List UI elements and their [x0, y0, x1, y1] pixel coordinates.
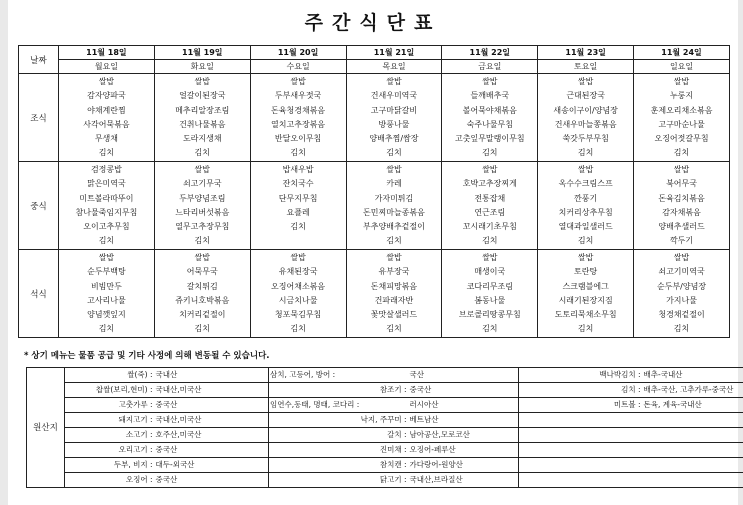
- menu-item: 밥새우밥: [282, 165, 314, 174]
- origin-item-name: 갈치 :: [269, 428, 409, 443]
- origin-item-value: [643, 443, 743, 458]
- origin-item-value: 오징어-페루산: [409, 443, 519, 458]
- menu-item: 볼어묵야채볶음: [462, 105, 517, 115]
- origin-item-name: 소고기 :: [65, 428, 155, 443]
- page-title: 주간식단표: [304, 12, 442, 34]
- menu-item: 메추리알장조림: [175, 105, 230, 115]
- origin-item-value: 가다랑어-원양산: [409, 458, 519, 473]
- date-row: [19, 46, 730, 60]
- menu-item: 깐풍기: [574, 193, 598, 203]
- menu-item: 돈채피망볶음: [370, 281, 418, 291]
- dinner-cell-3: [346, 250, 442, 338]
- origin-item-value: 돈육, 계육-국내산: [643, 398, 743, 413]
- menu-item: 쌀밥: [482, 77, 498, 86]
- menu-item: 건새우미역국: [370, 91, 418, 101]
- origin-item-value: 배추-국내산: [643, 368, 743, 383]
- origin-item-name: 찹쌀(보리,현미) :: [65, 383, 155, 398]
- menu-item: 김치: [577, 324, 594, 334]
- weekday-cell-6: 일요일: [634, 60, 730, 74]
- menu-item: 들깨배추국: [470, 91, 510, 101]
- origin-row: [27, 443, 743, 458]
- breakfast-cell-5: [538, 74, 634, 162]
- origin-item-name: 오리고기 :: [65, 443, 155, 458]
- menu-item: 무생채: [94, 134, 119, 144]
- breakfast-row: [19, 74, 730, 162]
- origin-item-value: [643, 428, 743, 443]
- menu-item: 김치: [194, 148, 210, 158]
- lunch-row-header: 중식: [19, 162, 59, 250]
- menu-item: 양배추샐러드: [658, 222, 705, 232]
- menu-item: 쌀밥: [577, 253, 594, 262]
- menu-item: 김치: [194, 324, 210, 334]
- origin-item-name: 오징어 :: [65, 473, 155, 488]
- menu-item: 방풍나물: [378, 119, 410, 129]
- menu-item: 고춧잎무말랭이무침: [455, 134, 525, 144]
- origin-item-value: 배추-국산, 고추가루-중국산: [643, 383, 743, 398]
- menu-item: 오이고추무침: [83, 222, 130, 232]
- menu-item: 북어무국: [666, 179, 697, 189]
- menu-item: 부추양배추겉절이: [363, 222, 425, 232]
- menu-item: 건새우마늘쫑볶음: [554, 119, 617, 129]
- menu-item: 김치: [194, 236, 210, 246]
- origin-item-value: 중국산: [409, 383, 519, 398]
- menu-item: 코다리무조림: [466, 281, 513, 291]
- menu-item: 얼갈이된장국: [179, 91, 226, 101]
- origin-row: [27, 398, 743, 413]
- origin-item-name: 돼지고기 :: [65, 413, 155, 428]
- date-row-header: 날짜: [19, 46, 59, 74]
- menu-item: 김치: [577, 148, 594, 158]
- origin-row: [27, 458, 743, 473]
- menu-item: 양배추찜/쌈장: [369, 134, 419, 144]
- menu-item: 연근조림: [474, 207, 506, 217]
- menu-item: 잔치국수: [282, 179, 314, 189]
- dinner-row: [19, 250, 730, 338]
- origin-row: [27, 428, 743, 443]
- menu-item: 쌀밥: [386, 77, 402, 86]
- menu-item: 느타리버섯볶음: [175, 207, 230, 217]
- menu-item: 전통잡채: [474, 193, 506, 203]
- menu-item: 쌀밥: [98, 77, 115, 86]
- date-cell-1: 11월 19일: [154, 46, 250, 60]
- menu-item: 돈육청경채볶음: [271, 105, 326, 115]
- origin-item-value: [643, 458, 743, 473]
- breakfast-cell-2: [250, 74, 346, 162]
- menu-item: 김치: [482, 324, 498, 334]
- menu-item: 김치: [577, 236, 594, 246]
- menu-item: 쑥갓두부무침: [562, 134, 609, 144]
- origin-item-name: [519, 428, 643, 443]
- origin-item-value: 국내산,미국산: [155, 383, 269, 398]
- menu-item: 미트볼라따뚜이: [79, 193, 134, 203]
- menu-document: [8, 0, 738, 505]
- lunch-cell-5: [538, 162, 634, 250]
- lunch-cell-6: [634, 162, 730, 250]
- origin-label: 원산지: [27, 368, 65, 488]
- breakfast-cell-6: [634, 74, 730, 162]
- origin-table: [26, 367, 743, 488]
- lunch-cell-3: [346, 162, 442, 250]
- menu-item: 김치: [482, 236, 498, 246]
- menu-item: 꼬시래기초무침: [462, 222, 517, 232]
- menu-item: 반달오이무침: [274, 134, 322, 144]
- date-cell-0: 11월 18일: [59, 46, 155, 60]
- date-cell-2: 11월 20일: [250, 46, 346, 60]
- origin-row: [27, 383, 743, 398]
- menu-item: 쇠고기무국: [182, 179, 222, 189]
- menu-item: 쌀밥: [577, 77, 594, 86]
- breakfast-cell-3: [346, 74, 442, 162]
- weekday-cell-3: 목요일: [346, 60, 442, 74]
- weekday-cell-4: 금요일: [442, 60, 538, 74]
- menu-item: 청경채겉절이: [658, 310, 705, 320]
- origin-item-name: 쌀(죽) :: [65, 368, 155, 383]
- origin-item-name: 진미채 :: [269, 443, 409, 458]
- origin-row: [27, 368, 743, 383]
- menu-item: 김치: [98, 148, 115, 158]
- lunch-cell-1: [154, 162, 250, 250]
- menu-item: 돈육김치볶음: [658, 193, 705, 203]
- weekday-cell-5: 토요일: [538, 60, 634, 74]
- breakfast-cell-0: [59, 74, 155, 162]
- weekly-menu-table: [18, 45, 730, 338]
- menu-item: 건취나물볶음: [179, 119, 226, 129]
- date-cell-4: 11월 22일: [442, 46, 538, 60]
- menu-item: 호박고추장찌게: [462, 179, 517, 189]
- menu-item: 쌀밥: [194, 165, 210, 174]
- breakfast-cell-1: [154, 74, 250, 162]
- lunch-row: [19, 162, 730, 250]
- origin-item-value: [643, 413, 743, 428]
- menu-item: 도토리묵채소무침: [554, 310, 617, 320]
- menu-item: 김치: [386, 148, 402, 158]
- menu-item: 깍두기: [669, 236, 694, 246]
- dinner-row-header: 석식: [19, 250, 59, 338]
- menu-item: 가지나물: [666, 295, 697, 305]
- breakfast-cell-4: [442, 74, 538, 162]
- menu-item: 스크램블에그: [562, 281, 609, 291]
- menu-item: 쌀밥: [577, 165, 594, 174]
- menu-item: 옥수수크림스프: [558, 179, 613, 189]
- menu-item: 꽃맛살샐러드: [370, 310, 418, 320]
- menu-item: 비빔만두: [90, 281, 122, 291]
- menu-item: 치커리상추무침: [558, 207, 613, 217]
- menu-item: 쌀밥: [673, 165, 690, 174]
- menu-item: 쥬키니호박볶음: [175, 295, 230, 305]
- menu-item: 김치: [673, 324, 690, 334]
- origin-item-name: 고춧가루 :: [65, 398, 155, 413]
- menu-item: 쌀밥: [290, 253, 306, 262]
- dinner-cell-1: [154, 250, 250, 338]
- menu-item: 쌀밥: [482, 253, 498, 262]
- origin-item-value: [643, 473, 743, 488]
- menu-item: 브로콜리땅콩무침: [458, 310, 521, 320]
- origin-item-value: 중국산: [155, 473, 269, 488]
- menu-item: 오징어채소볶음: [271, 281, 326, 291]
- menu-item: 건파래자반: [374, 295, 414, 305]
- menu-item: 쌀밥: [673, 253, 690, 262]
- menu-item: 참나물죽임지무침: [75, 207, 138, 217]
- weekday-cell-1: 화요일: [154, 60, 250, 74]
- menu-item: 야채계란찜: [87, 105, 126, 115]
- origin-item-value: 국내산,미국산: [155, 413, 269, 428]
- menu-item: 쌀밥: [482, 165, 498, 174]
- menu-item: 김치: [386, 324, 402, 334]
- menu-item: 봄동나물: [474, 295, 506, 305]
- origin-item-name: 삼치, 고등어, 방어 :: [269, 368, 409, 383]
- menu-item: 근대된장국: [566, 91, 605, 101]
- menu-item: 청포묵김무침: [274, 310, 322, 320]
- menu-item: 맑은미역국: [87, 179, 126, 189]
- origin-item-name: 닭고기 :: [269, 473, 409, 488]
- lunch-cell-0: [59, 162, 155, 250]
- origin-item-value: 중국산: [155, 443, 269, 458]
- menu-item: 두부새우젓국: [274, 91, 322, 101]
- menu-item: 시금치나물: [278, 295, 318, 305]
- menu-item: 김치: [673, 148, 690, 158]
- menu-item: 유채된장국: [278, 267, 318, 277]
- origin-item-value: 호주산,미국산: [155, 428, 269, 443]
- origin-item-name: 참조기 :: [269, 383, 409, 398]
- menu-item: 순두부/양념장: [656, 281, 707, 291]
- origin-item-name: [519, 413, 643, 428]
- origin-item-name: [519, 443, 643, 458]
- menu-item: 훈제오리채소볶음: [650, 105, 713, 115]
- menu-item: 단무지무침: [278, 193, 318, 203]
- menu-item: 고사리나물: [87, 295, 126, 305]
- dinner-cell-6: [634, 250, 730, 338]
- menu-item: 쌀밥: [386, 165, 402, 174]
- dinner-cell-4: [442, 250, 538, 338]
- menu-item: 김치: [290, 324, 306, 334]
- menu-item: 숙주나물무침: [466, 119, 513, 129]
- menu-item: 매생이국: [474, 267, 506, 277]
- date-cell-6: 11월 24일: [634, 46, 730, 60]
- origin-item-value: 베트남산: [409, 413, 519, 428]
- origin-item-value: 중국산: [155, 398, 269, 413]
- origin-item-value: 국내산: [155, 368, 269, 383]
- menu-item: 열대과일샐러드: [558, 222, 613, 232]
- origin-item-value: 남아공산,모로코산: [409, 428, 519, 443]
- origin-item-name: 두부, 비지 :: [65, 458, 155, 473]
- menu-item: 쌀밥: [290, 77, 306, 86]
- origin-item-name: 미트볼 :: [519, 398, 643, 413]
- menu-item: 김치: [98, 324, 115, 334]
- origin-item-value: 국산: [409, 368, 519, 383]
- menu-item: 김치: [386, 236, 402, 246]
- breakfast-row-header: 조식: [19, 74, 59, 162]
- date-cell-5: 11월 23일: [538, 46, 634, 60]
- menu-item: 검정콩밥: [90, 165, 122, 174]
- menu-item: 쌀밥: [673, 77, 690, 86]
- menu-item: 새송이구이/양념장: [553, 105, 618, 115]
- menu-item: 요플레: [286, 207, 310, 217]
- origin-item-value: 대두-외국산: [155, 458, 269, 473]
- dinner-cell-2: [250, 250, 346, 338]
- origin-item-value: 국내산,브라질산: [409, 473, 519, 488]
- menu-item: 유부장국: [378, 267, 410, 277]
- menu-item: 도라지생채: [182, 134, 222, 144]
- lunch-cell-4: [442, 162, 538, 250]
- menu-item: 김치: [482, 148, 498, 158]
- menu-item: 열무고추장무침: [175, 222, 230, 232]
- menu-item: 감자채볶음: [662, 207, 701, 217]
- menu-item: 고구마닭갈비: [370, 105, 418, 115]
- menu-item: 오징어젓갈무침: [654, 134, 709, 144]
- menu-item: 쌀밥: [98, 253, 115, 262]
- origin-row: [27, 473, 743, 488]
- menu-item: 사각어묵볶음: [83, 119, 130, 129]
- menu-item: 어묵무국: [186, 267, 218, 277]
- menu-item: 가자미튀김: [374, 193, 414, 203]
- menu-item: 쌀밥: [386, 253, 402, 262]
- menu-item: 양념깻잎지: [87, 310, 126, 320]
- menu-item: 시래기된장지짐: [558, 295, 613, 305]
- date-cell-3: 11월 21일: [346, 46, 442, 60]
- origin-item-name: 낙지, 주꾸미 :: [269, 413, 409, 428]
- origin-item-name: [519, 473, 643, 488]
- menu-item: 쇠고기미역국: [658, 267, 705, 277]
- origin-item-name: 임연수,동태, 명태, 코다리 :: [269, 398, 409, 413]
- menu-item: 열치고추장볶음: [271, 119, 326, 129]
- origin-row: [27, 413, 743, 428]
- origin-item-name: [519, 458, 643, 473]
- menu-item: 김치: [98, 236, 115, 246]
- menu-item: 두부양념조림: [179, 193, 226, 203]
- origin-item-name: 참치캔 :: [269, 458, 409, 473]
- menu-item: 김치: [290, 148, 306, 158]
- origin-item-value: 러시아산: [409, 398, 519, 413]
- menu-item: 김치: [290, 222, 306, 232]
- menu-item: 쌀밥: [194, 77, 210, 86]
- disclaimer-note: * 상기 메뉴는 물품 공급 및 기타 사정에 의해 변동될 수 있습니다.: [24, 351, 270, 361]
- weekday-cell-0: 월요일: [59, 60, 155, 74]
- weekday-row: [19, 60, 730, 74]
- menu-item: 감자양파국: [87, 91, 126, 101]
- dinner-cell-0: [59, 250, 155, 338]
- menu-item: 토란탕: [574, 267, 598, 277]
- lunch-cell-2: [250, 162, 346, 250]
- weekday-cell-2: 수요일: [250, 60, 346, 74]
- origin-item-name: 김치 :: [519, 383, 643, 398]
- menu-item: 쌀밥: [194, 253, 210, 262]
- menu-item: 카레: [386, 179, 402, 189]
- menu-item: 순두부백탕: [87, 267, 126, 277]
- menu-item: 치커리겉절이: [179, 310, 226, 320]
- menu-item: 갈치튀김: [186, 281, 218, 291]
- origin-item-name: 백나박김치 :: [519, 368, 643, 383]
- menu-item: 고구마순나물: [658, 119, 705, 129]
- menu-item: 누룽지: [669, 91, 694, 101]
- menu-item: 돈민찌마늘종볶음: [363, 207, 425, 217]
- dinner-cell-5: [538, 250, 634, 338]
